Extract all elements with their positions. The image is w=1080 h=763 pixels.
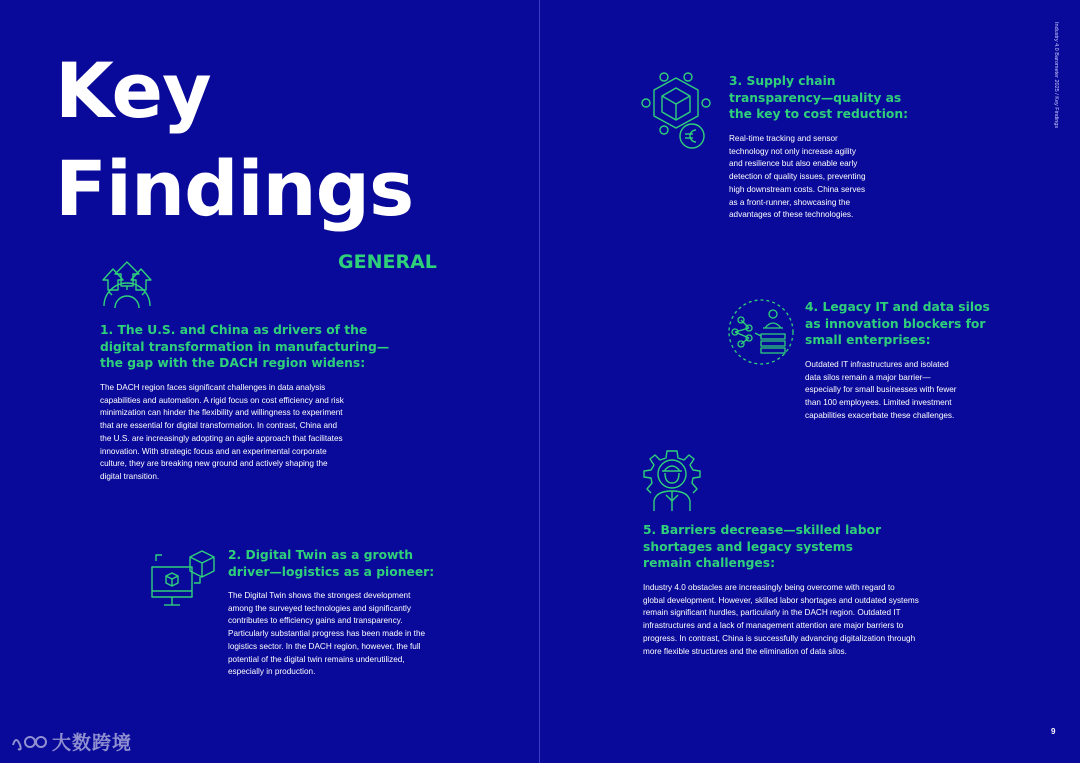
section-label: GENERAL [338, 251, 437, 273]
page-title [55, 42, 413, 238]
finding-4-body: Outdated IT infrastructures and isolated data silos remain a major barrier— especially for small businesses with fewer than 100 employees. Limited investment capabilities exacerbate these challenges. [805, 360, 957, 420]
title-line-1: Key [55, 46, 211, 135]
watermark-text: 大数跨境 [52, 732, 133, 754]
finding-2-body: The Digital Twin shows the strongest development among the surveyed technologies and significantly contributes to efficiency gains and transparency. Particularly substantial progress has been made in the logistics sector. In the DACH region, however, the full potential of the digital twin remains underutilized, especially in production. [228, 591, 426, 677]
supply-chain-box-euro-icon [640, 70, 712, 152]
title-line-2: Findings [55, 144, 414, 233]
arrows-gear-icon [100, 260, 154, 312]
page-number: 9 [1051, 727, 1056, 736]
finding-5-body: Industry 4.0 obstacles are increasingly being overcome with regard to global development. However, skilled labor shortages and outdated systems remain significant hurdles, particularly in the DACH region. Outdated IT infrastructures and a lack of management attention are major barriers to progress. In contrast, China is successfully advancing digitalization through more flexible structures and the elimination of data silos. [643, 583, 919, 656]
finding-4-heading: 4. Legacy IT and data silos as innovation blockers for small enterprises: [805, 300, 990, 347]
finding-5-heading: 5. Barriers decrease—skilled labor shortages and legacy systems remain challenges: [643, 523, 882, 570]
finding-1-heading: 1. The U.S. and China as drivers of the digital transformation in manufacturing— the gap with the DACH region widens: [100, 323, 390, 370]
finding-1-body: The DACH region faces significant challenges in data analysis capabilities and automation. A rigid focus on cost efficiency and risk minimization can hinder the flexibility and willingness to experiment that are essential for digital transformation. In contrast, China and the U.S. are increasingly adopting an agile approach that facilitates innovation. With strategic focus and an experimental corporate culture, they are breaking new ground and actively shaping the digital transition. [100, 383, 344, 481]
watermark-logo-icon [10, 731, 48, 753]
page-divider [539, 0, 540, 763]
legacy-it-network-icon [727, 298, 795, 366]
digital-twin-monitor-icon [150, 547, 218, 615]
watermark [10, 728, 132, 755]
worker-gear-icon [642, 449, 702, 513]
finding-3-heading: 3. Supply chain transparency—quality as the key to cost reduction: [729, 74, 909, 121]
finding-3-body: Real-time tracking and sensor technology not only increase agility and resilience but also enable early detection of quality issues, preventing high downstream costs. China serves as a front-runner, showcasing the advantages of these technologies. [729, 134, 866, 220]
running-header: Industry 4.0 Barometer 2025 / Key Findings [1053, 22, 1059, 129]
finding-2-heading: 2. Digital Twin as a growth driver—logistics as a pioneer: [228, 548, 435, 579]
